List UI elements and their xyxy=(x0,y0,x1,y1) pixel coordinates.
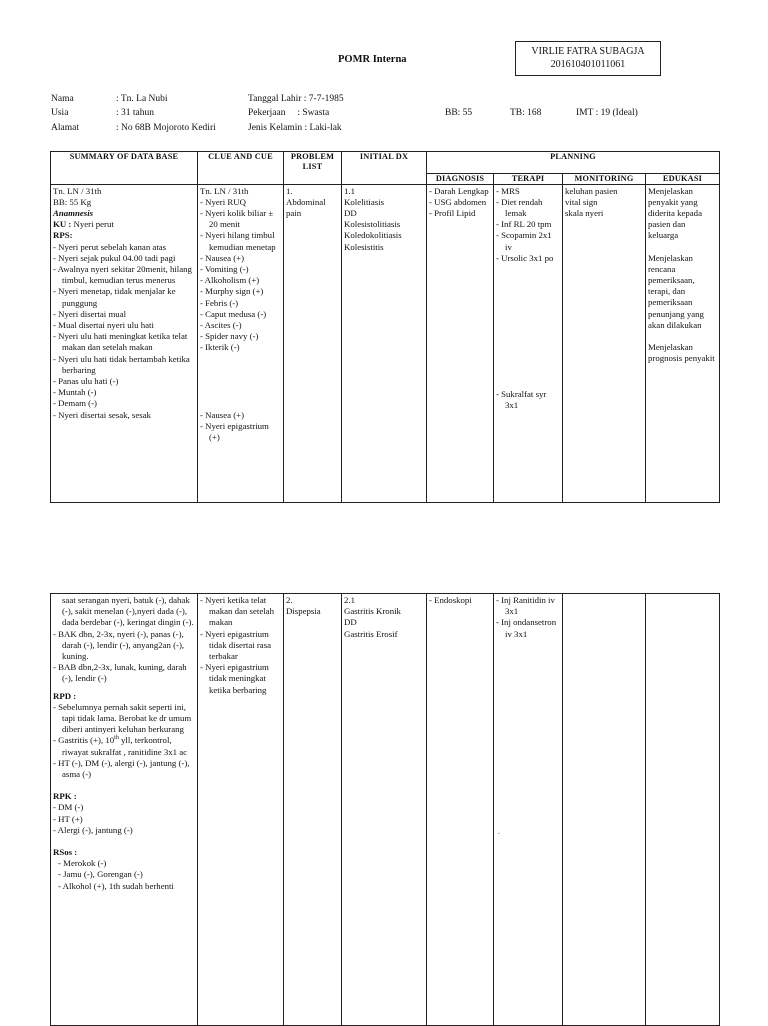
list-item: - Alkohol (+), 1th sudah berhenti xyxy=(58,880,174,891)
list-item: keluhan pasien xyxy=(565,185,618,196)
list-item: - Nyeri epigastrium (+) xyxy=(200,420,269,442)
list-item: - Inj ondansetron iv 3x1 xyxy=(496,617,557,639)
rpd-label: RPD : xyxy=(53,690,77,701)
list-item: - Nyeri menetap, tidak menjalar ke punggung xyxy=(53,286,176,308)
list-item: - Alkoholism (+) xyxy=(200,275,260,286)
list-item: - Vomiting (-) xyxy=(200,263,249,274)
list-item: - Inf RL 20 tpm xyxy=(496,219,552,230)
monitoring-cell-2 xyxy=(563,594,646,1026)
initial-dx-cell-2 xyxy=(342,594,427,1026)
alamat-label: Alamat xyxy=(51,123,79,133)
diagnosis-cell xyxy=(427,184,494,502)
header-initial: INITIAL DX xyxy=(342,152,427,185)
alamat-value: : No 68B Mojoroto Kediri xyxy=(116,123,216,133)
stray-dot: . xyxy=(498,827,500,836)
problem-text: Dispepsia xyxy=(286,606,321,617)
clue-list-2 xyxy=(200,410,281,444)
list-item: - Panas ulu hati (-) xyxy=(53,375,119,386)
initial-dx-cell xyxy=(342,184,427,502)
list-item: - USG abdomen xyxy=(429,196,487,207)
list-item: - Nyeri ulu hati tidak bertambah ketika berbaring xyxy=(53,353,190,375)
list-item: - Nausea (+) xyxy=(200,409,245,420)
edukasi-cell-2 xyxy=(646,594,720,1026)
initial-dx-number: 1.1 xyxy=(344,185,355,196)
problem-cell-2 xyxy=(284,594,342,1026)
list-item: Gastritis Erosif xyxy=(344,628,398,639)
jenis-kelamin: Jenis Kelamin : Laki-lak xyxy=(248,123,342,133)
diagnosis-list xyxy=(429,186,491,220)
student-id: 201610401011061 xyxy=(550,59,626,70)
list-item: - Nyeri kolik biliar ± 20 menit xyxy=(200,207,274,230)
list-item: - Profil Lipid xyxy=(429,207,476,218)
list-item: Kolesistolitiasis xyxy=(344,219,401,230)
list-item: - Nyeri disertai sesak, sesak xyxy=(53,409,151,420)
nama-label: Nama xyxy=(51,94,74,104)
list-item: - Nyeri RUQ xyxy=(200,196,246,207)
edukasi-item: Menjelaskan prognosis penyakit xyxy=(648,341,715,364)
list-item: - Ascites (-) xyxy=(200,319,242,330)
list-item: - DM (-) xyxy=(53,802,84,813)
initial-dx-number: 2.1 xyxy=(344,595,355,605)
list-item: - HT (-), DM (-), alergi (-), jantung (-), asma (-) xyxy=(53,757,190,780)
clue-list xyxy=(200,197,281,354)
tinggi-badan: TB: 168 xyxy=(510,108,542,118)
list-item: - Nyeri ulu hati meningkat ketika telat makan dan setelah makan xyxy=(53,331,188,353)
initial-dx-list xyxy=(344,606,424,640)
pomr-table-2 xyxy=(50,593,720,1026)
rps-list xyxy=(53,242,195,421)
rps-label: RPS: xyxy=(53,230,73,241)
summary-cell-2 xyxy=(51,594,198,1026)
list-item: - Nyeri hilang timbul kemudian menetap xyxy=(200,230,276,252)
list-item: - Nyeri epigastrium tidak disertai rasa terbakar xyxy=(200,628,272,662)
problem-text: Abdominal pain xyxy=(286,196,326,218)
terapi-cell xyxy=(494,184,563,502)
terapi-list xyxy=(496,595,560,640)
edukasi-item: Menjelaskan rencana pemeriksaan, terapi, dan pemeriksaan penunjang yang akan dilakukan xyxy=(648,252,704,330)
terapi-list xyxy=(496,186,560,264)
clue-line: Tn. LN / 31th xyxy=(200,185,249,196)
terapi-sukralfat: - Sukralfat syr 3x1 xyxy=(496,388,547,411)
list-item: - Nyeri sejak pukul 04.00 tadi pagi xyxy=(53,252,176,263)
list-item: DD xyxy=(344,617,357,628)
list-item: - Nyeri perut sebelah kanan atas xyxy=(53,241,167,252)
list-item: - Awalnya nyeri sekitar 20menit, hilang timbul, kemudian terus menerus xyxy=(53,263,192,286)
list-item: - Inj Ranitidin iv 3x1 xyxy=(496,595,555,617)
summary-line: Tn. LN / 31th xyxy=(53,185,102,196)
terapi-cell-2 xyxy=(494,594,563,1026)
clue-list-3 xyxy=(200,595,281,696)
student-name-box xyxy=(515,41,661,76)
rsos-label: RSos : xyxy=(53,847,78,858)
initial-dx-list xyxy=(344,197,424,253)
rsos-list xyxy=(53,858,195,892)
list-item: - Ursolic 3x1 po xyxy=(496,252,554,263)
list-item: - Jamu (-), Gorengan (-) xyxy=(58,869,143,880)
list-item: - Alergi (-), jantung (-) xyxy=(53,824,133,835)
list-item: - Nyeri ketika telat makan dan setelah makan xyxy=(200,595,274,628)
list-item: - Sebelumnya pernah sakit seperti ini, tapi tidak lama. Berobat ke dr umum diberi antinyeri keluhan berkurang xyxy=(53,701,192,735)
keluhan-utama: KU : Nyeri perut xyxy=(53,219,114,230)
list-item: - Nausea (+) xyxy=(200,252,245,263)
list-item: - Ikterik (-) xyxy=(200,342,240,353)
problem-cell xyxy=(284,184,342,502)
header-monitoring: MONITORING xyxy=(563,174,646,185)
list-item: - Merokok (-) xyxy=(58,858,107,869)
clue-cell-2 xyxy=(198,594,284,1026)
list-item: - Endoskopi xyxy=(429,595,472,605)
anamnesis-label: Anamnesis xyxy=(53,207,94,218)
monitoring-cell xyxy=(563,184,646,502)
summary-cell xyxy=(51,184,198,502)
list-item: - Diet rendah lemak xyxy=(496,196,543,218)
list-item: vital sign xyxy=(565,196,598,207)
nama-value: : Tn. La Nubi xyxy=(116,94,168,104)
header-summary: SUMMARY OF DATA BASE xyxy=(51,152,198,185)
problem-number: 2. xyxy=(286,595,293,605)
header-clue: CLUE AND CUE xyxy=(198,152,284,185)
list-item: Kolesistitis xyxy=(344,241,384,252)
usia-value: : 31 tahun xyxy=(116,108,154,118)
pekerjaan: Pekerjaan : Swasta xyxy=(248,108,330,118)
list-item: - Nyeri epigastrium tidak meningkat ketika berbaring xyxy=(200,662,269,695)
list-item: - Demam (-) xyxy=(53,398,97,409)
diagnosis-cell-2 xyxy=(427,594,494,1026)
summary-list-2 xyxy=(53,629,195,685)
rpk-label: RPK : xyxy=(53,791,77,802)
list-item: - HT (+) xyxy=(53,813,83,824)
list-item: - Scopamin 2x1 iv xyxy=(496,230,552,252)
list-item: Koledokolitiasis xyxy=(344,230,402,241)
list-item: skala nyeri xyxy=(565,207,604,218)
header-diagnosis: DIAGNOSIS xyxy=(427,174,494,185)
list-item: Kolelitiasis xyxy=(344,196,385,207)
list-item: - Spider navy (-) xyxy=(200,331,259,342)
student-name: VIRLIE FATRA SUBAGJA xyxy=(531,46,645,57)
rpd-list xyxy=(53,702,195,736)
summary-continuation: saat serangan nyeri, batuk (-), dahak (-), sakit menelan (-),nyeri dada (-), dada berdebar (-), keringat dingin (-). xyxy=(62,595,194,628)
rpd-list-2 xyxy=(53,758,195,780)
list-item: - Nyeri disertai mual xyxy=(53,308,127,319)
berat-badan: BB: 55 xyxy=(445,108,473,118)
list-item: DD xyxy=(344,207,357,218)
list-item: - Murphy sign (+) xyxy=(200,286,264,297)
problem-number: 1. xyxy=(286,185,293,196)
header-edukasi: EDUKASI xyxy=(646,174,720,185)
list-item: - Muntah (-) xyxy=(53,387,97,398)
document-title: POMR Interna xyxy=(338,54,407,65)
summary-line: BB: 55 Kg xyxy=(53,196,92,207)
list-item: - Mual disertai nyeri ulu hati xyxy=(53,319,154,330)
monitoring-list xyxy=(565,186,643,220)
list-item: - Febris (-) xyxy=(200,297,239,308)
header-terapi: TERAPI xyxy=(494,174,563,185)
list-item: - BAB dbn,2-3x, lunak, kuning, darah (-), lendir (-) xyxy=(53,662,187,684)
header-problem: PROBLEM LIST xyxy=(284,152,342,185)
rpk-list xyxy=(53,802,195,836)
list-item: - BAK dbn, 2-3x, nyeri (-), panas (-), darah (-), lendir (-), anyang2an (-), kuning. xyxy=(53,628,185,662)
usia-label: Usia xyxy=(51,108,69,118)
list-item: Gastritis Kronik xyxy=(344,606,401,617)
gastritis-item: - Gastritis (+), 10th yll, terkontrol, riwayat sukralfat , ranitidine 3x1 ac xyxy=(53,735,188,757)
edukasi-cell xyxy=(646,184,720,502)
clue-cell xyxy=(198,184,284,502)
list-item: - Caput medusa (-) xyxy=(200,308,267,319)
pomr-table-1 xyxy=(50,151,720,503)
edukasi-item: Menjelaskan penyakit yang diderita kepada pasien dan keluarga xyxy=(648,185,702,241)
header-planning: PLANNING xyxy=(427,152,720,174)
list-item: - Darah Lengkap xyxy=(429,185,489,196)
list-item: - MRS xyxy=(496,185,520,196)
imt: IMT : 19 (Ideal) xyxy=(576,108,638,118)
diagnosis-list xyxy=(429,595,491,606)
tanggal-lahir: Tanggal Lahir : 7-7-1985 xyxy=(248,94,344,104)
